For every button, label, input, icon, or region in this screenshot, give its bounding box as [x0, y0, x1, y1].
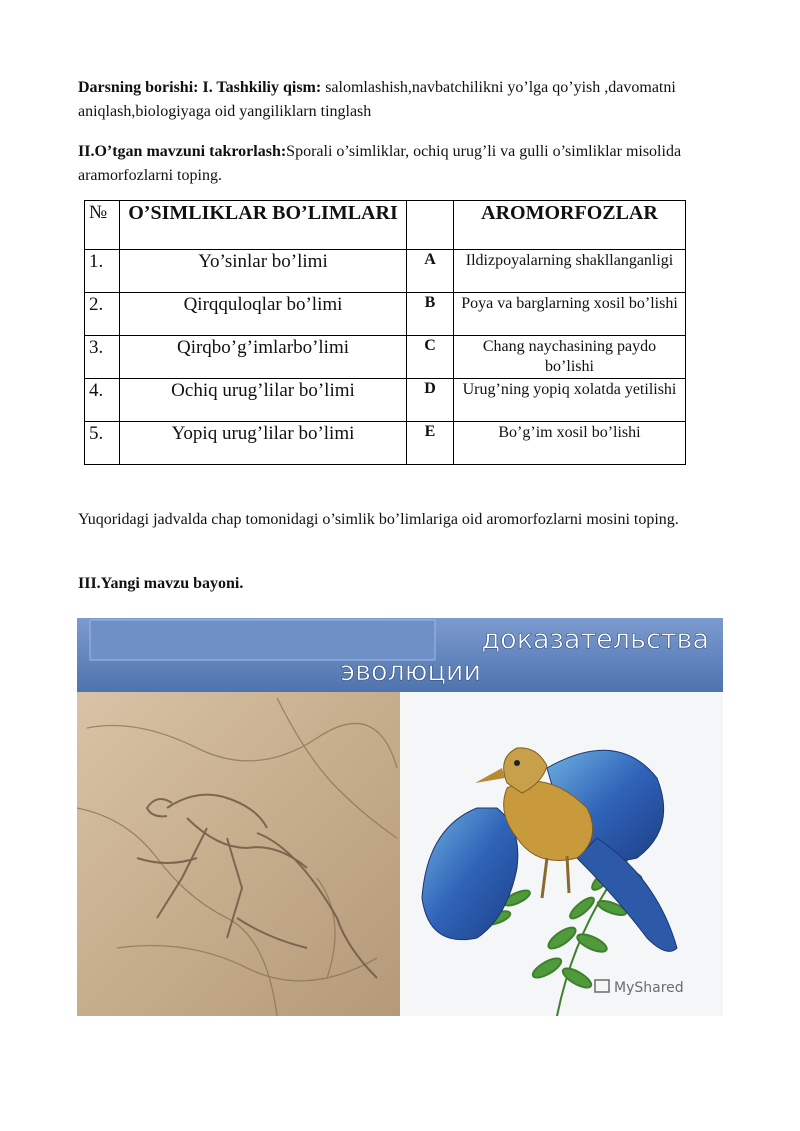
row-aromorphosis: Bo’g’im xosil bo’lishi — [454, 422, 686, 465]
evolution-slide-image — [77, 618, 723, 1016]
aromorphosis-table — [84, 200, 686, 465]
review-text: Sporali o’simliklar, ochiq urug’li va gulli o’simliklar misolida aramorfozlarni toping. — [78, 143, 682, 184]
row-division: Yo’sinlar bo’limi — [120, 250, 407, 293]
row-letter: E — [407, 422, 454, 465]
intro-text: salomlashish,navbatchilikni yo’lga qo’yish ,davomatni aniqlash,biologiyaga oid yangiliklarn tinglash — [78, 79, 676, 120]
row-number: 3. — [85, 336, 120, 379]
row-aromorphosis: Chang naychasining paydo bo’lishi — [454, 336, 686, 379]
fossil-stone — [77, 692, 400, 1016]
section-heading — [78, 572, 728, 596]
row-aromorphosis: Poya va barglarning xosil bo’lishi — [454, 293, 686, 336]
table-row — [85, 336, 686, 379]
row-number: 4. — [85, 379, 120, 422]
intro-paragraph — [78, 76, 728, 124]
table-row — [85, 293, 686, 336]
row-number: 2. — [85, 293, 120, 336]
row-letter: C — [407, 336, 454, 379]
row-number: 1. — [85, 250, 120, 293]
slide-banner-box — [90, 620, 435, 660]
row-letter: D — [407, 379, 454, 422]
row-letter: B — [407, 293, 454, 336]
row-letter: A — [407, 250, 454, 293]
bird-eye — [514, 760, 520, 766]
header-number: № — [85, 201, 120, 250]
header-divisions: O’SIMLIKLAR BO’LIMLARI — [120, 201, 407, 250]
slide-title-line1: доказательства — [481, 624, 709, 655]
table-header-row — [85, 201, 686, 250]
table-row — [85, 422, 686, 465]
row-number: 5. — [85, 422, 120, 465]
review-paragraph — [78, 140, 728, 188]
header-aromorphoses: AROMORFOZLAR — [454, 201, 686, 250]
table-row — [85, 379, 686, 422]
review-label: II.O’tgan mavzuni takrorlash: — [78, 143, 287, 160]
intro-label: Darsning borishi: I. Tashkiliy qism: — [78, 79, 322, 96]
row-division: Qirqbo’g’imlarbo’limi — [120, 336, 407, 379]
header-letter — [407, 201, 454, 250]
section-heading-text: III.Yangi mavzu bayoni. — [78, 575, 244, 592]
task-paragraph: Yuqoridagi jadvalda chap tomonidagi o’simlik bo’limlariga oid aromorfozlarni mosini toping. — [78, 511, 679, 528]
table-row — [85, 250, 686, 293]
watermark-text: MyShared — [614, 980, 684, 996]
row-aromorphosis: Ildizpoyalarning shakllanganligi — [454, 250, 686, 293]
row-aromorphosis: Urug’ning yopiq xolatda yetilishi — [454, 379, 686, 422]
row-division: Yopiq urug’lilar bo’limi — [120, 422, 407, 465]
row-division: Ochiq urug’lilar bo’limi — [120, 379, 407, 422]
slide-title-line2: эволюции — [340, 656, 481, 687]
row-division: Qirqquloqlar bo’limi — [120, 293, 407, 336]
